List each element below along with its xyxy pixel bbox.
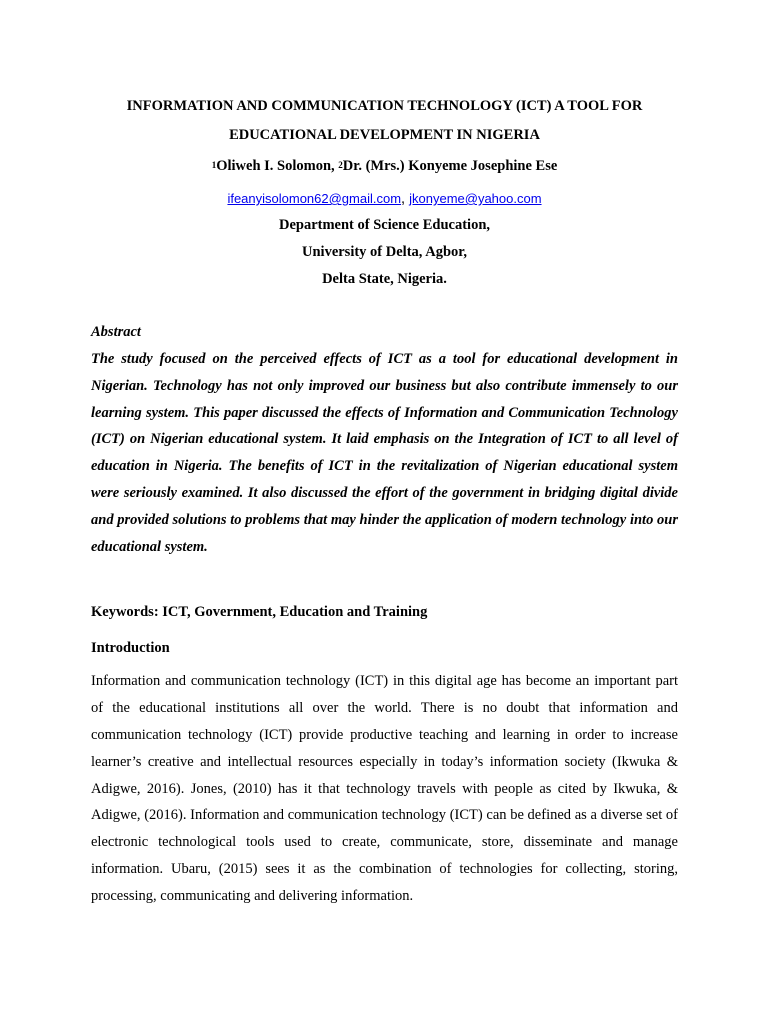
email-link-2[interactable]: jkonyeme@yahoo.com: [409, 191, 542, 206]
author2-name: Dr. (Mrs.) Konyeme Josephine Ese: [342, 158, 558, 174]
affiliation-block: [91, 212, 678, 293]
author2-superscript: 2: [338, 160, 343, 170]
abstract-heading: Abstract: [91, 324, 141, 340]
university-line: University of Delta, Agbor,: [302, 244, 467, 260]
email-link-1[interactable]: ifeanyisolomon62@gmail.com: [227, 191, 402, 206]
author1-superscript: 1: [211, 160, 217, 170]
abstract-text: The study focused on the perceived effects of ICT as a tool for educational development in Nigerian. Technology has not only improved our business but also contribute immensely to our learning system. This paper discussed the effects of Information and Communication Technology (ICT) on Nigerian educational system. It laid emphasis on the Integration of ICT to all level of education in Nigeria. The benefits of ICT in the revitalization of Nigerian educational system were seriously examined. It also discussed the effort of the government in bridging digital divide and provided solutions to problems that may hinder the application of modern technology into our educational system.: [91, 351, 678, 555]
location-line: Delta State, Nigeria.: [322, 271, 447, 287]
emails-line: [91, 191, 678, 207]
email-separator: ,: [401, 191, 406, 207]
introduction-text: Information and communication technology (ICT) in this digital age has become an important part of the educational institutions all over the world. There is no doubt that information and communication technology (ICT) provide productive teaching and learning in order to increase learner’s creative and intellectual resources especially in today’s information society (Ikwuka & Adigwe, 2016). Jones, (2010) has it that technology travels with people as cited by Ikwuka, & Adigwe, (2016). Information and communication technology (ICT) can be defined as a diverse set of electronic technological tools used to create, communicate, store, disseminate and manage information. Ubaru, (2015) sees it as the combination of technologies for collecting, storing, processing, communicating and delivering information.: [91, 673, 678, 904]
introduction-heading: Introduction: [91, 640, 170, 657]
authors-line: [91, 158, 678, 175]
author1-name: Oliweh I. Solomon,: [216, 158, 335, 174]
keywords-line: Keywords: ICT, Government, Education and Training: [91, 604, 428, 621]
department-line: Department of Science Education,: [278, 217, 491, 233]
paper-title: INFORMATION AND COMMUNICATION TECHNOLOGY (ICT) A TOOL FOR EDUCATIONAL DEVELOPMENT IN NIGERIA: [126, 98, 643, 143]
